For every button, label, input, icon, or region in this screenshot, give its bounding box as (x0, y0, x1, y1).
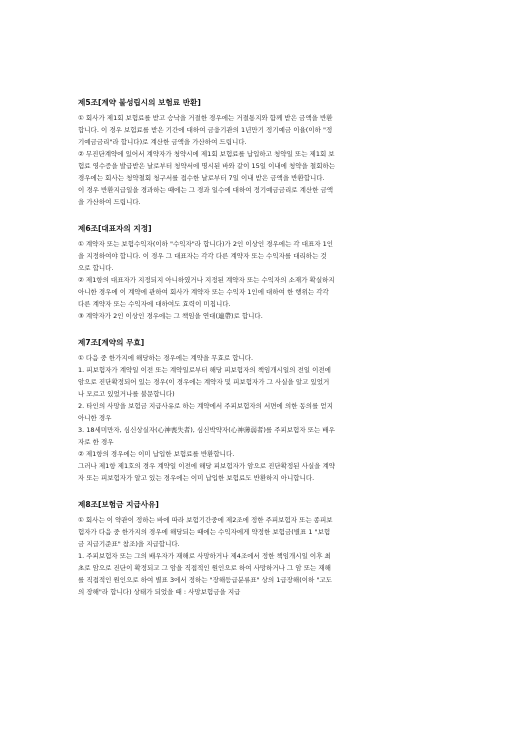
article-text-line: ① 계약자 또는 보험수익자(이하 "수익자"라 합니다)가 2인 이상인 경우에는 각 대표자 1인 (78, 240, 334, 248)
article-text-line: 험자가 다음 중 한가지의 경우에 해당되는 때에는 수익자에게 약정한 보험금(별표 1 "보험 (78, 528, 331, 536)
article-text-line: 2. 타인의 사망을 보험금 지급사유로 하는 계약에서 주피보험자의 서면에 의한 동의를 얻지 (78, 402, 333, 410)
article-text-line: 의 장해"라 합니다) 상태가 되었을 때 : 사망보험금을 지급 (78, 588, 241, 596)
article-text-line: 3. 18세미만자, 심신상실자(心神喪失者), 심신박약자(心神薄弱者)를 주피보험자 또는 배우 (78, 426, 335, 434)
article-section (78, 498, 458, 598)
article-text-line: 으로 합니다. (78, 264, 114, 272)
article-section (78, 336, 458, 484)
article-text-line: 초로 암으로 진단이 확정되고 그 암을 직접적인 원인으로 하여 사망하거나 그 암 또는 재해 (78, 564, 331, 572)
article-text-line: 경우에는 회사는 청약철회 청구서를 접수한 날로부터 7일 이내 받은 금액을 반환합니다. (78, 174, 325, 182)
article-text-line: 금 지급기준표" 참조)을 지급합니다. (78, 540, 180, 548)
article-text-line: 기예금금리"라 합니다)로 계산한 금액을 가산하여 드립니다. (78, 138, 247, 146)
article-text-line: 을 가산하여 드립니다. (78, 198, 141, 206)
article-heading: 제7조[계약의 무효] (78, 338, 145, 347)
article-text-line: ② 제1항의 대표자가 지정되지 아니하였거나 지정된 계약자 또는 수익자의 소재가 확실하지 (78, 276, 335, 284)
article-text-line: 합니다. 이 경우 보험료를 받은 기간에 대하여 금융기관의 1년만기 정기예금 이율(이하 "정 (78, 126, 333, 134)
article-text-line: 1. 주피보험자 또는 그의 배우자가 재해로 사망하거나 제4조에서 정한 책임개시일 이후 최 (78, 552, 331, 560)
document-body (78, 96, 458, 612)
article-text-line: 이 경우 반환지급일을 경과하는 때에는 그 경과 일수에 대하여 정기예금금리로 계산한 금액 (78, 186, 334, 194)
article-text-line: 그러나 제1항 제1호의 경우 계약일 이전에 해당 피보험자가 암으로 진단확정된 사실을 계약 (78, 462, 336, 470)
article-text-line: ① 회사는 이 약관이 정하는 바에 따라 보험기간중에 제2조에 정한 주피보험자 또는 종피보 (78, 516, 333, 524)
article-heading: 제8조[보험금 지급사유] (78, 500, 159, 509)
article-heading: 제5조[계약 불성립시의 보험료 반환] (78, 98, 201, 107)
article-text-line: 나 모르고 있었거나를 불문합니다) (78, 390, 175, 398)
article-text-line: ① 회사가 제1회 보험료를 받고 승낙을 거절한 경우에는 거절통지와 함께 받은 금액을 반환 (78, 114, 333, 122)
article-heading: 제6조[대표자의 지정] (78, 224, 152, 233)
article-text-line: 1. 피보험자가 계약일 이전 또는 계약일로부터 해당 피보험자의 책임개시일의 전일 이전에 (78, 366, 331, 374)
article-text-line: 다른 계약자 또는 수익자에 대하여도 효력이 미칩니다. (78, 300, 231, 308)
article-text-line: 를 직접적인 원인으로 하여 별표 3에서 정하는 "장해등급분류표" 상의 1급장해(이하 "고도 (78, 576, 332, 584)
article-text-line: 자 또는 피보험자가 알고 있는 경우에는 이미 납입한 보험료도 반환하지 아니합니다. (78, 474, 315, 482)
article-section (78, 222, 458, 322)
article-text-line: 아니한 경우 (78, 414, 112, 422)
article-text-line: ③ 계약자가 2인 이상인 경우에는 그 책임을 연대(連帶)로 합니다. (78, 312, 263, 320)
article-text-line: ① 다음 중 한가지에 해당하는 경우에는 계약을 무효로 합니다. (78, 354, 254, 362)
article-section (78, 96, 458, 208)
article-text-line: ② 제1항의 경우에는 이미 납입한 보험료를 반환합니다. (78, 450, 235, 458)
article-text-line: ② 무진단계약에 있어서 계약자가 청약시에 제1회 보험료를 납입하고 청약일 또는 제1회 보 (78, 150, 335, 158)
article-text-line: 암으로 진단확정되어 있는 경우(이 경우에는 계약자 및 피보험자가 그 사실을 알고 있었거 (78, 378, 330, 386)
article-text-line: 을 지정하여야 합니다. 이 경우 그 대표자는 각각 다른 계약자 또는 수익자를 대리하는 것 (78, 252, 327, 260)
article-text-line: 아니한 경우에 이 계약에 관하여 회사가 계약자 또는 수익자 1인에 대하여 한 행위는 각각 (78, 288, 329, 296)
article-text-line: 자로 한 경우 (78, 438, 114, 446)
article-text-line: 험료 영수증을 발급받은 날로부터 청약서에 명시된 바와 같이 15일 이내에 청약을 철회하는 (78, 162, 336, 170)
